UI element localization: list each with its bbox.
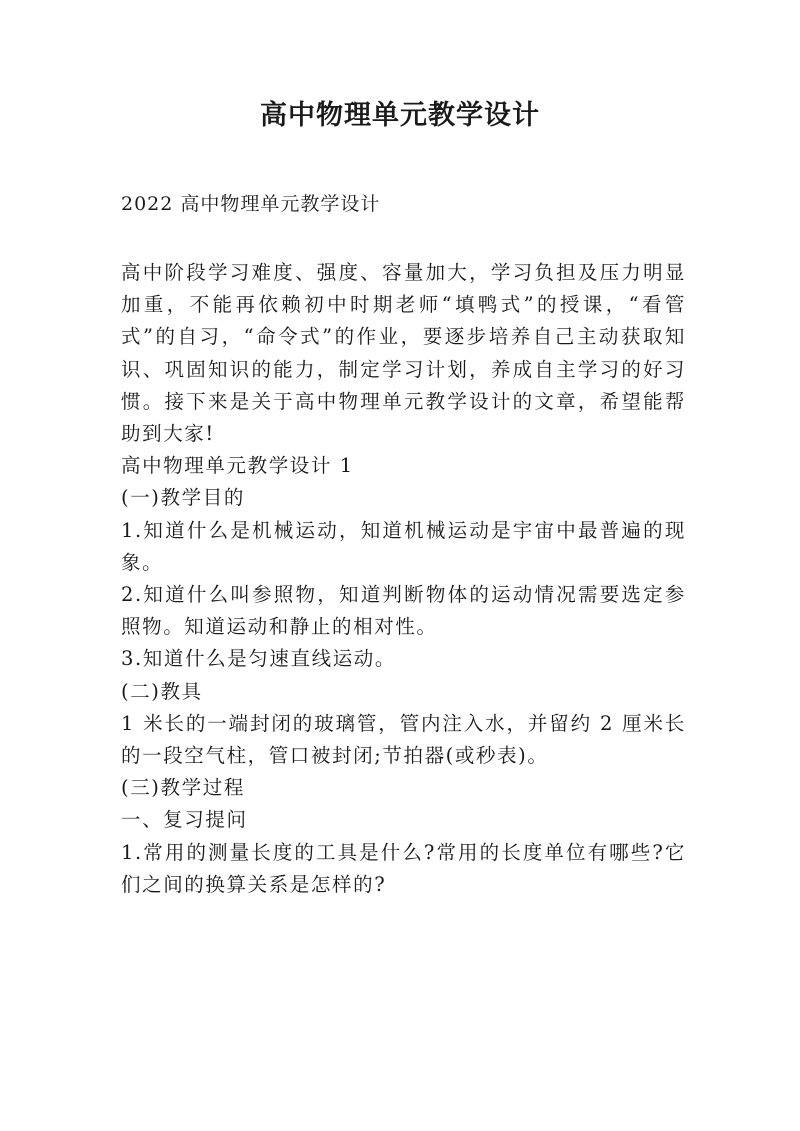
document-body [121,257,686,901]
document-subtitle: 2022 高中物理单元教学设计 [121,193,381,215]
review-question-1: 1.常用的测量长度的工具是什么?常用的长度单位有哪些?它们之间的换算关系是怎样的? [121,840,686,896]
goals-heading: (一)教学目的 [121,486,245,510]
intro-paragraph: 高中阶段学习难度、强度、容量加大，学习负担及压力明显加重，不能再依赖初中时期老师“填鸭式”的授课，“看管式”的自习，“命令式”的作业，要逐步培养自己主动获取知识、巩固知识的能力，制定学习计划，养成自主学习的好习惯。接下来是关于高中物理单元教学设计的文章，希望能帮助到大家! [121,261,686,446]
goal-item-2: 2.知道什么叫参照物，知道判断物体的运动情况需要选定参照物。知道运动和静止的相对性。 [121,583,686,639]
process-heading: (三)教学过程 [121,776,245,800]
goal-item-1: 1.知道什么是机械运动，知道机械运动是宇宙中最普遍的现象。 [121,518,686,574]
goal-item-3: 3.知道什么是匀速直线运动。 [121,647,397,671]
document-title: 高中物理单元教学设计 [260,100,540,131]
review-heading: 一、复习提问 [121,808,248,832]
tools-paragraph: 1 米长的一端封闭的玻璃管，管内注入水，并留约 2 厘米长的一段空气柱，管口被封闭;节拍器(或秒表)。 [121,711,686,768]
section-heading: 高中物理单元教学设计 1 [121,454,354,478]
tools-heading: (二)教具 [121,679,203,703]
